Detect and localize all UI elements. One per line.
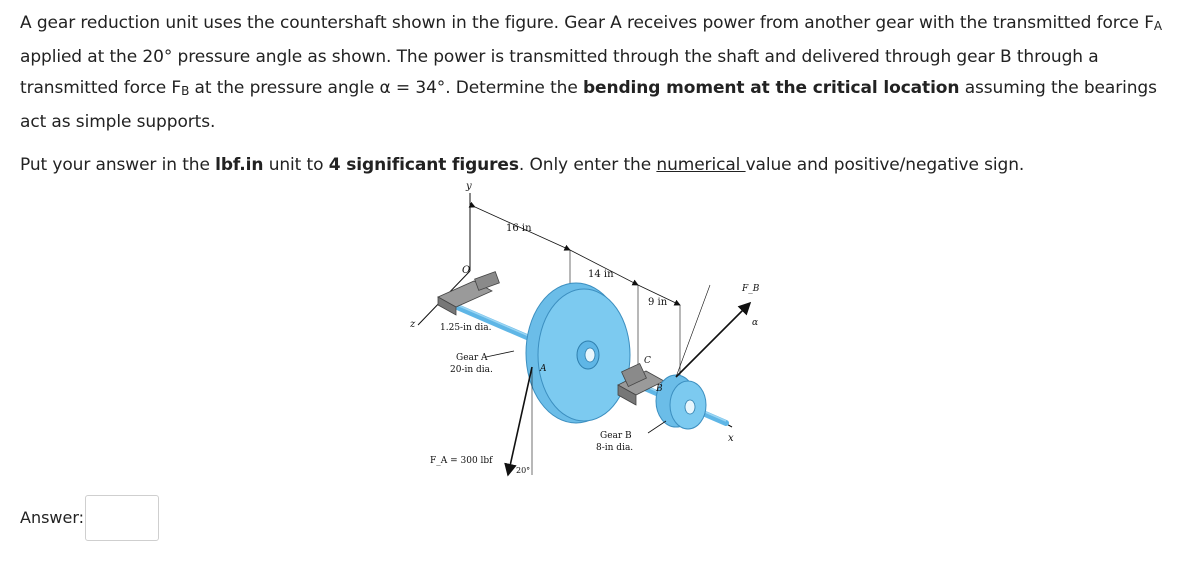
point-b-label: B [656, 384, 663, 394]
countershaft-figure [410, 175, 770, 485]
point-a-label: A [540, 364, 547, 374]
force-fb-reference [676, 285, 710, 377]
gear-b-label: Gear B [600, 431, 632, 441]
subscript: B [181, 84, 190, 98]
dimension-16in-label: 16 in [506, 223, 532, 234]
gear-b [656, 375, 706, 429]
gear-b-diameter-label: 8-in dia. [596, 443, 634, 453]
text-span: . Only enter the [518, 155, 657, 175]
angle-20-label: 20° [516, 466, 531, 475]
bold-text: 4 significant figures [328, 155, 519, 175]
dimension-14in-label: 14 in [588, 269, 614, 280]
problem-statement [20, 8, 1185, 138]
gear-a [526, 283, 630, 423]
leader-line [648, 421, 666, 433]
shaft-diameter-label: 1.25-in dia. [440, 323, 492, 333]
text-span: A gear reduction unit uses the countershaft shown in the figure. Gear A receives power from another gear with the transmitted force F [20, 13, 1154, 33]
text-span: at the pressure angle α = 34°. Determine the [189, 78, 583, 98]
bold-text: lbf.in [215, 155, 264, 175]
gear-a-label: Gear A [456, 353, 488, 363]
answer-label: Answer: [20, 508, 85, 527]
gear-a-diameter-label: 20-in dia. [450, 365, 493, 375]
text-span: value and positive/negative sign. [745, 155, 1025, 175]
question-text [20, 8, 1185, 181]
text-span: assuming the bearings act as simple supports. [20, 78, 1157, 132]
text-span: Put your answer in the [20, 155, 216, 175]
subscript: A [1153, 19, 1162, 33]
leader-line [486, 351, 514, 357]
text-span: unit to [263, 155, 329, 175]
angle-alpha-label: α [752, 318, 759, 328]
origin-label: O [462, 265, 471, 276]
answer-input[interactable] [85, 495, 159, 541]
force-fb-label: F_B [742, 284, 760, 294]
bold-text: bending moment at the critical location [582, 78, 960, 98]
x-axis-label: x [728, 433, 734, 444]
dimension-9in-label: 9 in [648, 297, 668, 308]
y-axis-label: y [466, 181, 472, 192]
text-span: applied at the 20° pressure angle as shown. The power is transmitted through the shaft and delivered through gear B through a transmitted force F [20, 47, 1099, 98]
bearing-o [438, 272, 499, 315]
z-axis-label: z [410, 319, 416, 330]
force-fb-arrow [676, 303, 750, 377]
underlined-text: numerical [656, 155, 746, 175]
force-fa-arrow [508, 367, 532, 475]
force-fa-label: F_A = 300 lbf [430, 456, 493, 466]
point-c-label: C [644, 356, 651, 366]
